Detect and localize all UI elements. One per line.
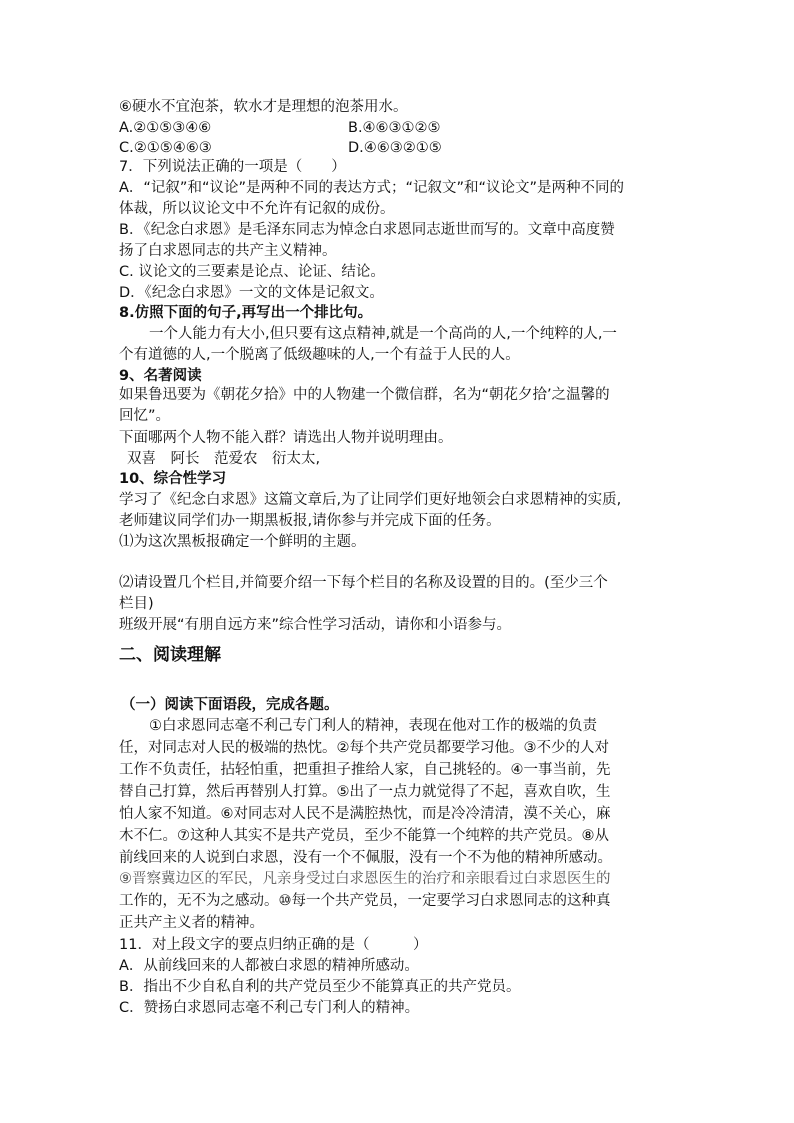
q7-stem: 7．下列说法正确的一项是（ ）: [119, 159, 346, 175]
passage-line: 工作不负责任，拈轻怕重，把重担子推给人家，自己挑轻的。④一事当前，先: [119, 762, 611, 778]
q8-sentence-line2: 个有道德的人,一个脱离了低级趣味的人,一个有益于人民的人。: [119, 347, 520, 363]
q10-stem: 10、综合性学习: [119, 471, 227, 487]
q10-task2-line2: 栏目): [119, 596, 154, 612]
q7-option-b-line2: 扬了白求恩同志的共产主义精神。: [119, 243, 337, 259]
q10-line1: 学习了《纪念白求恩》这篇文章后,为了让同学们更好地领会白求恩精神的实质,: [119, 492, 622, 508]
q11-option-a: A．从前线回来的人都被白求恩的精神所感动。: [119, 958, 419, 974]
passage-line: 怕人家不知道。⑥对同志对人民不是满腔热忱，而是冷冷清清，漠不关心，麻: [119, 806, 611, 822]
q9-line2: 回忆”。: [119, 408, 171, 424]
q10-activity: 班级开展“有朋自远方来”综合性学习活动，请你和小语参与。: [119, 617, 512, 633]
q9-line3: 下面哪两个人物不能入群？请选出人物并说明理由。: [119, 430, 453, 446]
q6-option-d: D.④⑥③②①⑤: [348, 140, 442, 156]
q8-stem: 8.仿照下面的句子,再写出一个排比句。: [119, 305, 373, 321]
q6-option-b: B.④⑥③①②⑤: [348, 120, 441, 136]
q7-option-b-line1: B．《纪念白求恩》是毛泽东同志为悼念白求恩同志逝世而写的。文章中高度赞: [119, 222, 615, 238]
section-title: 二、阅读理解: [119, 645, 221, 665]
q9-stem: 9、名著阅读: [119, 368, 202, 384]
q11-stem: 11．对上段文字的要点归纳正确的是（ ）: [119, 937, 428, 953]
passage-line: 前线回来的人说到白求恩，没有一个不佩服，没有一个不为他的精神所感动。: [119, 850, 612, 866]
q6-item-6: ⑥硬水不宜泡茶，软水才是理想的泡茶用水。: [119, 99, 408, 115]
passage-line: 工作的，无不为之感动。⑩每一个共产党员，一定要学习白求恩同志的这种真: [119, 893, 611, 909]
q7-option-a-line2: 体裁，所以议论文中不允许有记叙的成份。: [119, 201, 395, 217]
passage-heading: （一）阅读下面语段，完成各题。: [121, 697, 339, 713]
q10-line2: 老师建议同学们办一期黑板报,请你参与并完成下面的任务。: [119, 513, 501, 529]
q10-task2-line1: ⑵请设置几个栏目,并简要介绍一下每个栏目的名称及设置的目的。(至少三个: [119, 575, 608, 591]
passage-line: ⑨晋察冀边区的军民，凡亲身受过白求恩医生的治疗和亲眼看过白求恩医生的: [119, 871, 611, 887]
q9-characters: 双喜 阿长 范爱农 衍太太,: [127, 451, 321, 467]
q10-task1: ⑴为这次黑板报确定一个鲜明的主题。: [119, 534, 366, 550]
passage-line: ①白求恩同志毫不利己专门利人的精神，表现在他对工作的极端的负责: [149, 718, 597, 734]
q7-option-c: C. 议论文的三要素是论点、论证、结论。: [119, 264, 385, 280]
q7-option-d: D．《纪念白求恩》一文的文体是记叙文。: [119, 285, 384, 301]
passage-line: 任，对同志对人民的极端的热忱。②每个共产党员都要学习他。③不少的人对: [119, 740, 609, 756]
q11-option-c: C．赞扬白求恩同志毫不利己专门利人的精神。: [119, 1000, 420, 1016]
q9-line1: 如果鲁迅要为《朝花夕拾》中的人物建一个微信群，名为“朝花夕拾’之温馨的: [119, 387, 610, 403]
passage-line: 替自己打算，然后再替别人打算。⑤出了一点力就觉得了不起，喜欢自吹，生: [119, 784, 611, 800]
q7-option-a-line1: A．“记叙”和“议论”是两种不同的表达方式；“记叙文”和“议论文”是两种不同的: [119, 180, 625, 196]
q6-option-c: C.②①⑤④⑥③: [119, 140, 212, 156]
passage-line: 正共产主义者的精神。: [119, 915, 264, 931]
q8-sentence-line1: 一个人能力有大小,但只要有这点精神,就是一个高尚的人,一个纯粹的人,一: [149, 326, 617, 342]
q6-option-a: A.②①⑤③④⑥: [119, 120, 212, 136]
q11-option-b: B．指出不少自私自利的共产党员至少不能算真正的共产党员。: [119, 979, 521, 995]
passage-line: 木不仁。⑦这种人其实不是共产党员，至少不能算一个纯粹的共产党员。⑧从: [119, 828, 609, 844]
